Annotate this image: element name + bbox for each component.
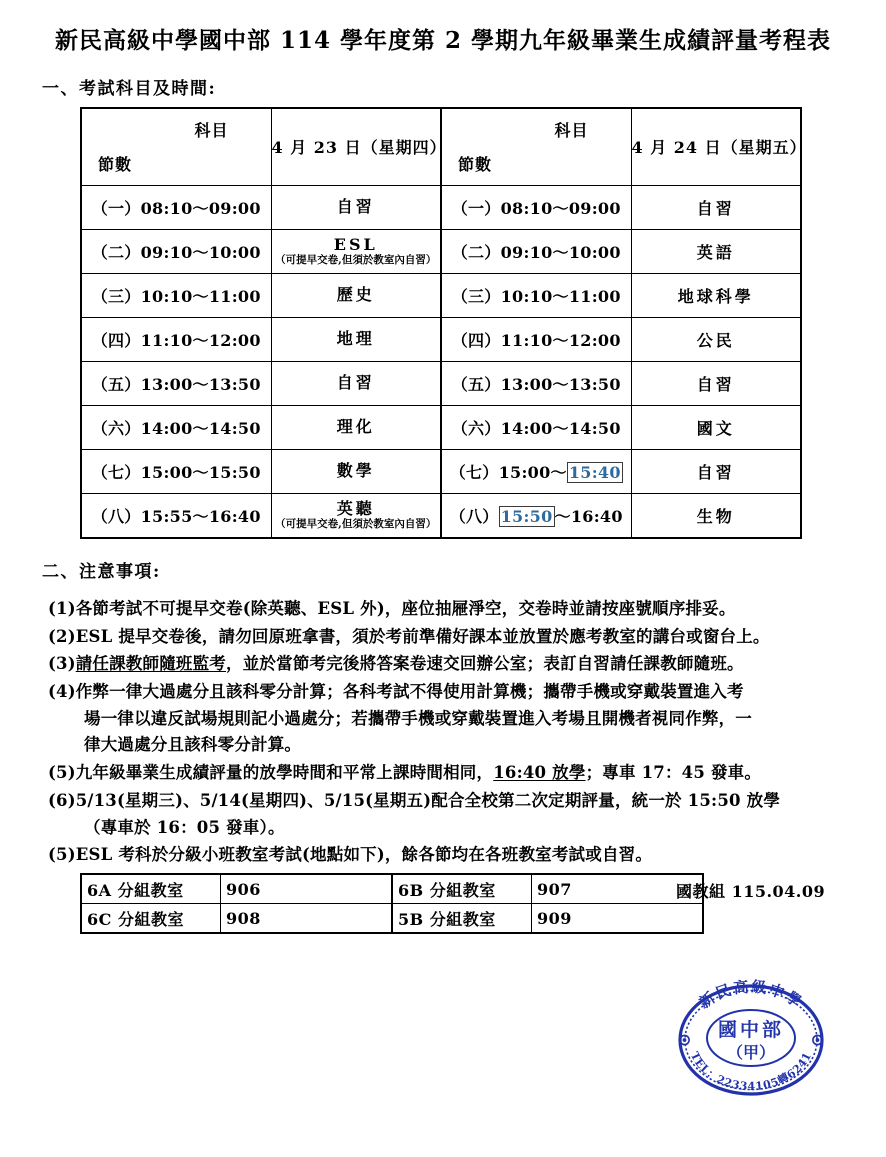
corner-header-day2 (441, 108, 631, 186)
subject-text: 地理 (336, 329, 375, 349)
subject-text: 理化 (336, 417, 375, 437)
day2-subject: 生物 (631, 493, 801, 538)
document-page (0, 26, 886, 1157)
subject-text: 自習 (336, 373, 375, 393)
day1-subject (271, 273, 441, 317)
seal-center-line1: 國中部 (717, 1019, 785, 1041)
subject-note: （可提早交卷,但須於教室內自習） (275, 518, 437, 531)
period-pre: （三）10:10～11:00 (451, 286, 621, 306)
day2-period (441, 361, 631, 405)
note-text: (2)ESL 提早交卷後，請勿回原班拿書，須於考前準備好課本並放置於應考教室的講台或窗台上。 (48, 626, 770, 646)
note-continuation-1: 場一律以違反試場規則記小過處分；若攜帶手機或穿戴裝置進入考場且開機者視同作弊，一 (84, 708, 752, 728)
table-header-row (81, 108, 801, 186)
period-post: ～16:40 (554, 506, 623, 526)
svg-text:新民高級中學 (696, 978, 806, 1012)
note-item-1 (0, 596, 886, 623)
day1-subject (271, 405, 441, 449)
day2-subject: 自習 (631, 185, 801, 229)
note-prefix: (3) (48, 654, 76, 674)
room-label: 5B 分組教室 (392, 904, 532, 934)
classroom-table-container (80, 873, 826, 934)
period-pre: （一）08:10～09:00 (451, 198, 621, 218)
day2-period (441, 405, 631, 449)
day1-period: （七）15:00～15:50 (81, 449, 271, 493)
day2-period (441, 493, 631, 538)
day2-period (441, 273, 631, 317)
corner-period-label: 節數 (98, 154, 133, 174)
day1-subject (271, 229, 441, 273)
seal-arc-top: 新民高級中學 (695, 978, 807, 1013)
period-pre: （七）15:00～ (449, 462, 567, 482)
note-continuation-2: 律大過處分且該科零分計算。 (84, 735, 302, 755)
day2-subject: 英語 (631, 229, 801, 273)
day2-period (441, 185, 631, 229)
period-pre: （二）09:10～10:00 (451, 242, 621, 262)
section-heading-exam-schedule: 一、考試科目及時間: (42, 78, 217, 99)
note-underlined-text: 請任課教師隨班監考 (75, 654, 227, 674)
note-text: (5)ESL 考科於分級小班教室考試(地點如下)，餘各節均在各班教室考試或自習。 (48, 845, 653, 865)
note-item-6 (0, 788, 886, 841)
note-text: ；專車 17：45 發車。 (585, 763, 762, 783)
table-row (81, 904, 703, 934)
subject-text: 數學 (336, 461, 375, 481)
room-number: 906 (221, 874, 393, 904)
note-text: ，並於當節考完後將答案卷速交回辦公室；表訂自習請任課教師隨班。 (226, 654, 744, 674)
day2-period (441, 449, 631, 493)
table-row (81, 273, 801, 317)
note-item-4 (0, 679, 886, 759)
day1-period: （五）13:00～13:50 (81, 361, 271, 405)
subject-text: 英聽 (336, 498, 375, 518)
day1-header: 4 月 23 日（星期四） (271, 108, 441, 186)
note-item-5 (0, 760, 886, 787)
corner-subject-label-2: 科目 (554, 120, 589, 140)
table-row (81, 874, 703, 904)
room-label: 6B 分組教室 (392, 874, 532, 904)
subject-text: 自習 (336, 197, 375, 217)
exam-schedule-body (81, 185, 801, 538)
day1-period: （二）09:10～10:00 (81, 229, 271, 273)
period-pre: （八） (449, 506, 499, 526)
highlighted-time-value[interactable]: 15:40 (568, 462, 621, 482)
note-continuation-1: （專車於 16：05 發車）。 (84, 817, 285, 837)
day2-subject: 公民 (631, 317, 801, 361)
room-label: 6A 分組教室 (81, 874, 221, 904)
table-row (81, 229, 801, 273)
note-text: (6)5/13(星期三)、5/14(星期四)、5/15(星期五)配合全校第二次定期評量，統一於 15:50 放學 (48, 790, 781, 810)
note-text: (4)作弊一律大過處分且該科零分計算；各科考試不得使用計算機；攜帶手機或穿戴裝置進入考 (48, 682, 744, 702)
exam-schedule-table-container (80, 107, 807, 539)
highlighted-time-value[interactable]: 15:50 (500, 506, 553, 526)
subject-text: ESL (333, 234, 378, 254)
day1-period: （四）11:10～12:00 (81, 317, 271, 361)
day2-period (441, 317, 631, 361)
section-heading-notes: 二、注意事項: (42, 561, 161, 582)
day1-period: （三）10:10～11:00 (81, 273, 271, 317)
table-row (81, 493, 801, 538)
day2-subject: 自習 (631, 449, 801, 493)
period-pre: （六）14:00～14:50 (451, 418, 621, 438)
note-item-7 (0, 842, 886, 869)
table-row (81, 185, 801, 229)
room-label: 6C 分組教室 (81, 904, 221, 934)
corner-header-day1 (81, 108, 271, 186)
day1-period: （八）15:55～16:40 (81, 493, 271, 538)
room-number: 909 (532, 904, 704, 934)
day2-subject: 自習 (631, 361, 801, 405)
corner-period-label-2: 節數 (458, 154, 493, 174)
official-seal (668, 978, 834, 1098)
table-row (81, 449, 801, 493)
note-prefix: (5)九年級畢業生成績評量的放學時間和平常上課時間相同， (48, 763, 494, 783)
notes-list (0, 596, 886, 869)
day1-period: （一）08:10～09:00 (81, 185, 271, 229)
note-text: (1)各節考試不可提早交卷(除英聽、ESL 外)，座位抽屜淨空，交卷時並請按座號順序排妥。 (48, 598, 736, 618)
table-row (81, 361, 801, 405)
note-underlined-text: 16:40 放學 (493, 763, 586, 783)
day1-period: （六）14:00～14:50 (81, 405, 271, 449)
note-item-2 (0, 624, 886, 651)
day1-subject (271, 449, 441, 493)
day2-subject: 國文 (631, 405, 801, 449)
corner-subject-label: 科目 (194, 120, 229, 140)
table-row (81, 405, 801, 449)
day1-subject (271, 317, 441, 361)
period-pre: （四）11:10～12:00 (451, 330, 621, 350)
classroom-table (80, 873, 704, 934)
room-number: 908 (221, 904, 393, 934)
seal-center-line2: （甲） (726, 1043, 776, 1062)
period-pre: （五）13:00～13:50 (451, 374, 621, 394)
department-date: 國教組 115.04.09 (676, 882, 826, 902)
day2-header: 4 月 24 日（星期五） (631, 108, 801, 186)
seal-arc-bottom: TEL：22334105轉6241 (687, 1049, 815, 1094)
subject-note: （可提早交卷,但須於教室內自習） (275, 254, 437, 267)
subject-text: 歷史 (336, 285, 375, 305)
table-row (81, 317, 801, 361)
day1-subject (271, 493, 441, 538)
page-title: 新民高級中學國中部 114 學年度第 2 學期九年級畢業生成績評量考程表 (54, 27, 832, 54)
room-number: 907 (532, 874, 704, 904)
day2-period (441, 229, 631, 273)
day1-subject (271, 185, 441, 229)
day1-subject (271, 361, 441, 405)
day2-subject: 地球科學 (631, 273, 801, 317)
note-item-3 (0, 651, 886, 678)
exam-schedule-table (80, 107, 807, 539)
